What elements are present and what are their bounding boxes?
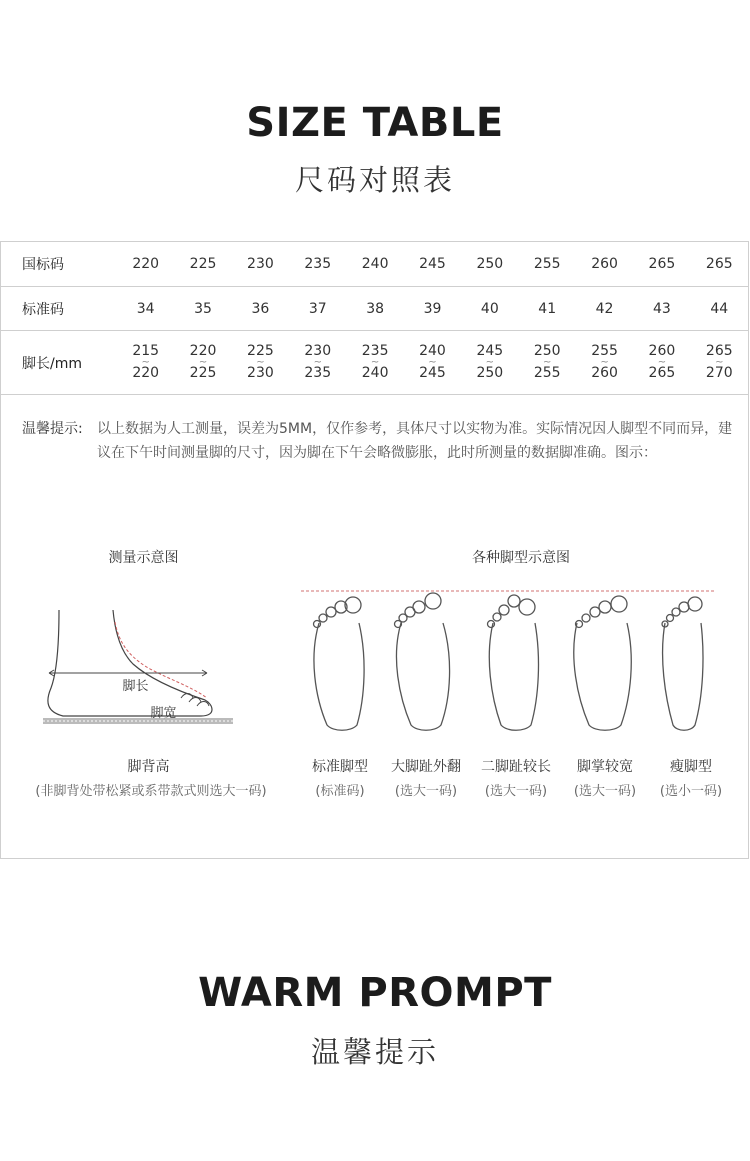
table-cell — [232, 331, 289, 395]
foot-type-advice: (选小一码) — [659, 784, 723, 799]
page-title-en: SIZE TABLE — [246, 100, 504, 146]
table-cell: 255 — [519, 242, 576, 287]
range-tilde: ~ — [485, 356, 495, 368]
range-max: 220 — [132, 364, 160, 381]
size-table — [1, 242, 748, 395]
table-cell: 220 — [117, 242, 174, 287]
table-cell: 35 — [174, 287, 231, 331]
table-row — [1, 242, 748, 287]
table-cell: 260 — [576, 242, 633, 287]
range-min: 240 — [419, 342, 446, 359]
table-cell: 34 — [117, 287, 174, 331]
range-min: 265 — [705, 342, 733, 359]
size-chart-panel — [0, 241, 749, 859]
range-max: 270 — [705, 364, 733, 381]
table-cell: 37 — [289, 287, 346, 331]
range-tilde: ~ — [600, 356, 609, 368]
foot-length-label: 脚长 — [122, 679, 149, 694]
table-cell — [117, 331, 174, 395]
range-tilde: ~ — [198, 356, 208, 368]
tip-label: 温馨提示: — [22, 421, 83, 437]
range-max: 240 — [361, 364, 389, 381]
table-cell: 225 — [174, 242, 231, 287]
range-min: 245 — [476, 342, 504, 359]
range-max: 235 — [304, 364, 332, 381]
table-cell — [404, 331, 461, 395]
table-cell — [174, 331, 231, 395]
table-cell: 44 — [691, 287, 748, 331]
table-row — [1, 287, 748, 331]
tip-block — [22, 417, 737, 465]
range-tilde: ~ — [370, 356, 380, 368]
range-min: 230 — [304, 342, 332, 359]
foot-type-name: 二脚趾较长 — [481, 759, 551, 775]
table-cell: 39 — [404, 287, 461, 331]
range-min: 250 — [533, 342, 561, 359]
table-cell — [346, 331, 403, 395]
range-tilde: ~ — [543, 356, 552, 368]
table-cell — [461, 331, 518, 395]
warm-prompt-title-cn: 温馨提示 — [310, 1035, 439, 1069]
page-title-cn: 尺码对照表 — [294, 163, 455, 197]
table-cell: 41 — [519, 287, 576, 331]
instep-height-label: 脚背高 — [127, 759, 170, 775]
table-row — [1, 331, 748, 395]
table-cell — [691, 331, 748, 395]
foot-types-title: 各种脚型示意图 — [472, 550, 570, 566]
table-cell: 38 — [346, 287, 403, 331]
table-cell — [633, 331, 690, 395]
foot-width-label: 脚宽 — [150, 706, 177, 721]
table-cell: 265 — [633, 242, 690, 287]
foot-type-advice: (选大一码) — [484, 784, 548, 799]
table-cell: 43 — [633, 287, 690, 331]
table-cell: 36 — [232, 287, 289, 331]
table-cell — [519, 331, 576, 395]
range-max: 250 — [476, 364, 504, 381]
range-max: 230 — [247, 364, 274, 381]
instep-note: (非脚背处带松紧或系带款式则选大一码) — [35, 784, 267, 799]
foot-type-advice: (选大一码) — [394, 784, 458, 799]
row-header-foot-length: 脚长/mm — [1, 331, 117, 395]
range-min: 235 — [361, 342, 389, 359]
table-cell — [289, 331, 346, 395]
foot-type-name: 瘦脚型 — [670, 759, 712, 775]
range-min: 215 — [132, 342, 160, 359]
foot-type-name: 脚掌较宽 — [577, 759, 633, 775]
foot-types-illustration — [301, 587, 721, 737]
range-min: 220 — [189, 342, 217, 359]
table-cell: 240 — [346, 242, 403, 287]
range-max: 225 — [189, 364, 217, 381]
tip-text: 以上数据为人工测量，误差为5MM，仅作参考，具体尺寸以实物为准。实际情况因人脚型不同而异，建议在下午时间测量脚的尺寸，因为脚在下午会略微膨胀，此时所测量的数据脚准确。图示： — [97, 421, 733, 461]
measure-figure-title: 测量示意图 — [108, 550, 179, 566]
row-header-gb: 国标码 — [1, 242, 117, 287]
range-max: 265 — [648, 364, 676, 381]
range-tilde: ~ — [428, 356, 437, 368]
range-tilde: ~ — [313, 356, 322, 368]
range-min: 255 — [591, 342, 618, 359]
range-tilde: ~ — [256, 356, 265, 368]
table-cell: 40 — [461, 287, 518, 331]
foot-type-name: 标准脚型 — [312, 759, 368, 775]
table-cell: 265 — [691, 242, 748, 287]
range-tilde: ~ — [141, 356, 150, 368]
range-max: 260 — [591, 364, 618, 381]
table-cell: 42 — [576, 287, 633, 331]
foot-type-advice: (选大一码) — [573, 784, 637, 799]
range-max: 245 — [419, 364, 446, 381]
table-cell: 245 — [404, 242, 461, 287]
range-tilde: ~ — [715, 356, 724, 368]
range-min: 225 — [247, 342, 274, 359]
table-cell — [576, 331, 633, 395]
table-cell: 230 — [232, 242, 289, 287]
table-cell: 250 — [461, 242, 518, 287]
row-header-standard: 标准码 — [1, 287, 117, 331]
table-cell: 235 — [289, 242, 346, 287]
range-max: 255 — [533, 364, 561, 381]
foot-type-name: 大脚趾外翻 — [391, 759, 461, 775]
range-tilde: ~ — [657, 356, 667, 368]
warm-prompt-title-en: WARM PROMPT — [198, 970, 552, 1016]
foot-type-advice: (标准码) — [315, 784, 365, 799]
range-min: 260 — [648, 342, 676, 359]
